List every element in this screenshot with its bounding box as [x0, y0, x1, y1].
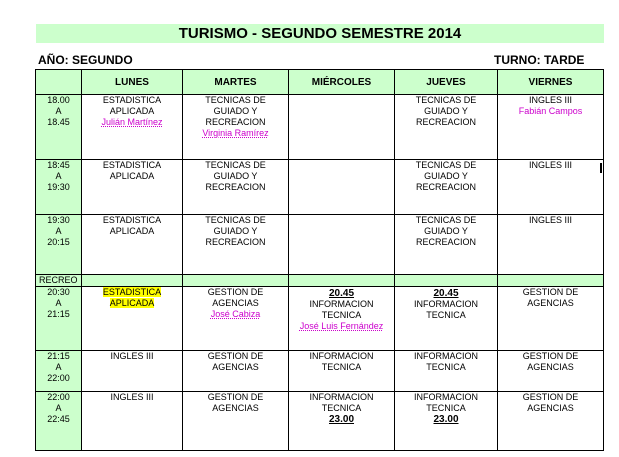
- subject-line: TECNICAS DE: [205, 215, 266, 226]
- subject-name: [183, 215, 288, 248]
- day-header-lunes: LUNES: [82, 70, 183, 95]
- time-cell: [36, 160, 82, 215]
- subject-line: GUIADO Y: [424, 106, 468, 116]
- recreo-cell: [395, 275, 498, 287]
- time-cell: [36, 215, 82, 275]
- time-line: 21:15: [47, 309, 70, 320]
- subject-name: [82, 351, 182, 362]
- teacher-name: Virginia Ramírez: [202, 128, 269, 138]
- time-line: 20:15: [47, 237, 70, 248]
- subject-name: [82, 392, 182, 403]
- recreo-cell: [289, 275, 395, 287]
- subject-line: INGLES III: [528, 95, 572, 105]
- recreo-cell: [82, 275, 183, 287]
- class-cell-viernes: [498, 160, 604, 215]
- subject-line: RECREACION: [415, 117, 476, 127]
- schedule-row: [36, 391, 604, 450]
- end-time-note: 23.00: [328, 413, 355, 425]
- subject-name: [183, 95, 288, 128]
- class-cell-jueves: [395, 391, 498, 450]
- subject-line: GESTION DE: [207, 391, 264, 402]
- subject-line: TECNICAS DE: [415, 95, 477, 105]
- subject-name: [395, 95, 497, 128]
- subject-line: RECREACION: [205, 237, 266, 248]
- class-cell-martes: [183, 287, 289, 350]
- subject-line: TECNICA: [321, 402, 362, 413]
- class-cell-jueves: [395, 160, 498, 215]
- subject-line: TECNICAS DE: [415, 215, 477, 226]
- subject-line: INGLES III: [110, 350, 154, 361]
- subject-line: GESTION DE: [207, 287, 264, 298]
- schedule-row: [36, 215, 604, 275]
- class-cell-martes: [183, 215, 289, 275]
- subject-line: GUIADO Y: [424, 226, 468, 237]
- subject-name: [498, 95, 603, 106]
- time-line: A: [55, 402, 62, 413]
- schedule-row: [36, 160, 604, 215]
- class-cell-lunes: [82, 350, 183, 391]
- class-cell-martes: [183, 391, 289, 450]
- subject-line: INFORMACION: [414, 350, 478, 361]
- class-cell-jueves: [395, 95, 498, 160]
- subject-line: RECREACION: [205, 182, 266, 193]
- teacher-name: José Luis Fernández: [299, 321, 384, 332]
- class-cell-lunes: [82, 215, 183, 275]
- subject-line: TECNICA: [426, 310, 466, 321]
- subject-line: AGENCIAS: [527, 402, 574, 413]
- time-line: 22:45: [47, 413, 70, 424]
- subject-line: APLICADA: [109, 226, 155, 237]
- subject-line: ESTADISTICA: [102, 95, 162, 105]
- start-time-note: 20.45: [433, 288, 459, 300]
- subject-line: GUIADO Y: [213, 106, 258, 116]
- day-header-jueves: JUEVES: [395, 70, 498, 95]
- page-title: TURISMO - SEGUNDO SEMESTRE 2014: [36, 24, 604, 43]
- subject-name: [82, 95, 182, 117]
- subject-name: [82, 215, 182, 237]
- subject-line: GESTION DE: [522, 391, 579, 402]
- subject-name: [103, 287, 161, 308]
- time-cell: [36, 287, 82, 350]
- class-cell-martes: [183, 160, 289, 215]
- subject-line: INFORMACION: [309, 391, 374, 402]
- subject-name: [183, 160, 288, 193]
- recreo-cell: [183, 275, 289, 287]
- day-header-miercoles: MIÉRCOLES: [289, 70, 395, 95]
- time-line: 19:30: [47, 182, 70, 193]
- time-line: 21:15: [47, 350, 70, 361]
- class-cell-miercoles: [289, 350, 395, 391]
- subject-name: [498, 351, 603, 373]
- time-cell: [36, 391, 82, 450]
- subject-line: INFORMACION: [309, 350, 374, 361]
- time-line: A: [55, 171, 62, 182]
- subject-line: APLICADA: [109, 106, 155, 116]
- teacher-name: José Cabiza: [210, 309, 261, 320]
- class-cell-miercoles: [289, 215, 395, 275]
- class-cell-lunes: [82, 287, 183, 350]
- subject-line: TECNICA: [426, 402, 466, 413]
- subject-line: TECNICAS DE: [205, 160, 266, 171]
- subject-line: INGLES III: [528, 160, 572, 171]
- corner-cell: [36, 70, 82, 95]
- subject-line: AGENCIAS: [527, 298, 574, 309]
- subject-line: TECNICAS DE: [205, 95, 266, 105]
- time-line: A: [55, 298, 62, 309]
- time-line: A: [55, 226, 62, 237]
- time-line: 18.00: [47, 95, 70, 105]
- subject-name: [82, 160, 182, 182]
- subject-name: [395, 160, 497, 193]
- class-cell-lunes: [82, 95, 183, 160]
- subject-line: APLICADA: [109, 171, 155, 182]
- subject-line: INGLES III: [110, 391, 154, 402]
- class-cell-jueves: [395, 287, 498, 350]
- subject-line: AGENCIAS: [212, 402, 259, 413]
- subject-name: [395, 351, 497, 373]
- recreo-row: [36, 275, 604, 287]
- subject-line: RECREACION: [415, 182, 476, 193]
- class-cell-viernes: [498, 95, 604, 160]
- subject-line: AGENCIAS: [527, 361, 574, 372]
- year-label: AÑO: SEGUNDO: [38, 53, 133, 67]
- subject-line: AGENCIAS: [212, 298, 259, 309]
- schedule-row: [36, 287, 604, 350]
- teacher-name: Fabián Campos: [518, 106, 583, 116]
- subject-line: ESTADISTICA: [102, 287, 162, 298]
- time-line: A: [55, 106, 62, 116]
- recreo-label: RECREO: [36, 275, 82, 287]
- subject-name: [289, 351, 394, 373]
- subject-line: TECNICAS DE: [415, 160, 477, 171]
- subject-name: [183, 287, 288, 309]
- subject-line: INFORMACION: [414, 299, 478, 310]
- subject-line: ESTADISTICA: [102, 160, 162, 171]
- class-cell-viernes: [498, 350, 604, 391]
- time-line: 18:45: [47, 160, 70, 171]
- day-header-martes: MARTES: [183, 70, 289, 95]
- subject-line: GUIADO Y: [213, 226, 258, 237]
- time-line: 22:00: [47, 391, 70, 402]
- time-line: A: [55, 361, 62, 372]
- time-line: 22:00: [47, 372, 70, 383]
- subject-name: [498, 160, 603, 171]
- subject-line: ESTADISTICA: [102, 215, 162, 226]
- subject-line: TECNICA: [321, 361, 362, 372]
- subject-name: [498, 215, 603, 226]
- subject-name: [395, 299, 497, 321]
- class-cell-martes: [183, 95, 289, 160]
- subject-line: GESTION DE: [522, 350, 579, 361]
- subject-name: [498, 392, 603, 414]
- class-cell-miercoles: [289, 287, 395, 350]
- class-cell-jueves: [395, 215, 498, 275]
- shift-label: TURNO: TARDE: [494, 53, 585, 67]
- subject-line: APLICADA: [109, 298, 155, 309]
- subject-name: [395, 215, 497, 248]
- schedule-table: [35, 69, 604, 451]
- end-time-note: 23.00: [433, 413, 459, 425]
- class-cell-miercoles: [289, 391, 395, 450]
- subject-line: INGLES III: [528, 215, 572, 226]
- subject-line: RECREACION: [415, 237, 476, 248]
- schedule-row: [36, 350, 604, 391]
- subject-line: GUIADO Y: [213, 171, 258, 182]
- subject-name: [289, 299, 394, 321]
- time-cell: [36, 350, 82, 391]
- class-cell-miercoles: [289, 160, 395, 215]
- subject-name: [395, 392, 497, 414]
- subject-name: [289, 392, 394, 414]
- time-cell: [36, 95, 82, 160]
- class-cell-viernes: [498, 215, 604, 275]
- subject-line: RECREACION: [205, 117, 266, 127]
- class-cell-miercoles: [289, 95, 395, 160]
- header-row: [36, 70, 604, 95]
- subject-name: [183, 351, 288, 373]
- class-cell-viernes: [498, 391, 604, 450]
- class-cell-lunes: [82, 391, 183, 450]
- subject-line: TECNICA: [426, 361, 466, 372]
- subject-line: GESTION DE: [207, 350, 264, 361]
- subject-name: [183, 392, 288, 414]
- subject-line: INFORMACION: [414, 391, 478, 402]
- subject-name: [498, 287, 603, 309]
- subject-line: INFORMACION: [309, 299, 374, 310]
- class-cell-martes: [183, 350, 289, 391]
- teacher-name: Julián Martínez: [101, 117, 163, 127]
- subject-line: TECNICA: [321, 310, 362, 321]
- day-header-viernes: VIERNES: [498, 70, 604, 95]
- recreo-cell: [498, 275, 604, 287]
- class-cell-jueves: [395, 350, 498, 391]
- time-line: 19:30: [47, 215, 70, 226]
- subject-line: AGENCIAS: [212, 361, 259, 372]
- schedule-row: [36, 95, 604, 160]
- class-cell-lunes: [82, 160, 183, 215]
- time-line: 18.45: [47, 117, 70, 127]
- time-line: 20:30: [47, 287, 70, 298]
- start-time-note: 20.45: [328, 288, 355, 300]
- subject-line: GUIADO Y: [424, 171, 468, 182]
- subject-line: GESTION DE: [522, 287, 579, 298]
- class-cell-viernes: [498, 287, 604, 350]
